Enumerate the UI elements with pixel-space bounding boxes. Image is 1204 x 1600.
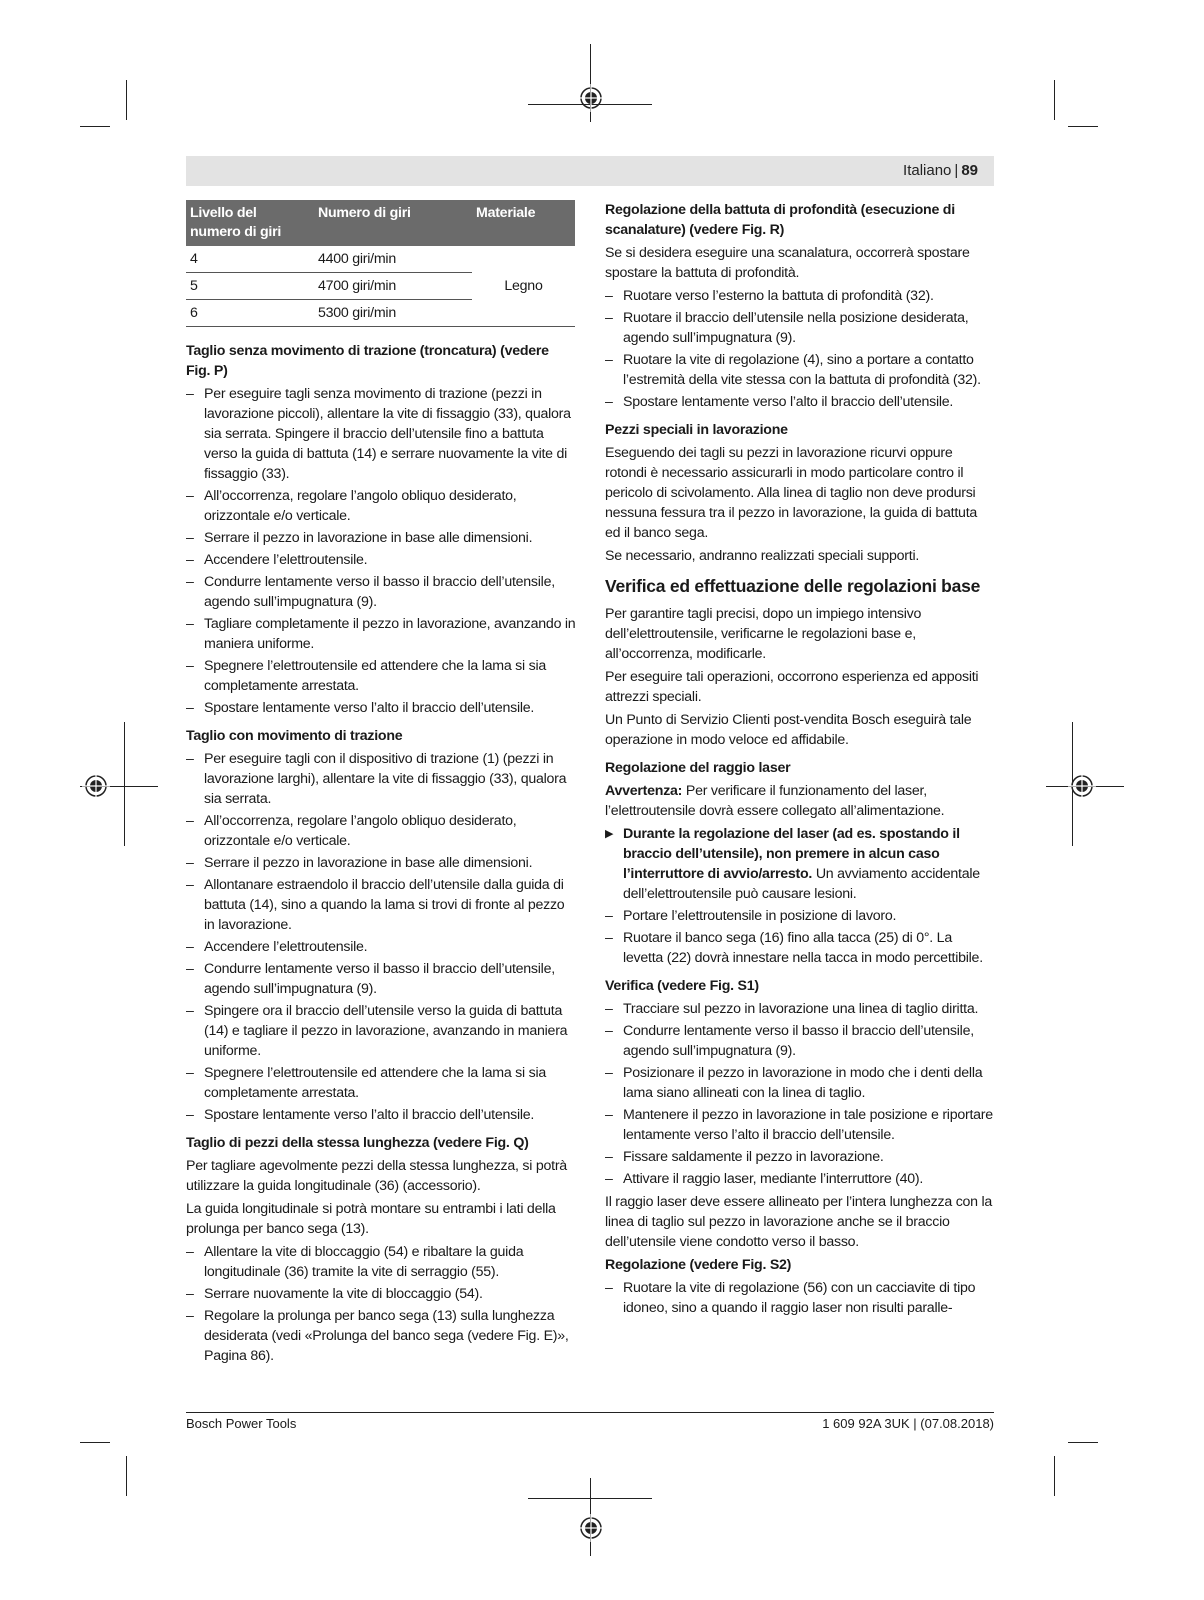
section-heading: Regolazione della battuta di profondità (esecuzione di scanalature) (vedere Fig. R) [605,202,955,238]
list-item: – Fissare saldamente il pezzo in lavorazione. [605,1147,995,1167]
step-list [605,1278,995,1318]
list-item: – Per eseguire tagli senza movimento di trazione (pezzi in lavorazione piccoli), allentare la vite di fissaggio (33), qualora sia serrata. Spingere il braccio dell’utensile fino a battuta verso la guida di battuta (14) e serrare nuovamente la vite di fissaggio (33). [186,384,576,484]
list-item: – Ruotare verso l’esterno la battuta di profondità (32). [605,286,995,306]
section-heading: Verifica (vedere Fig. S1) [605,978,759,994]
list-item: – Tagliare completamente il pezzo in lavorazione, avanzando in maniera uniforme. [186,614,576,654]
list-item: – Condurre lentamente verso il basso il braccio dell’utensile, agendo sull’impugnatura (9). [186,572,576,612]
list-item: – Per eseguire tagli con il dispositivo di trazione (1) (pezzi in lavorazione larghi), allentare la vite di fissaggio (33), qualora sia serrata. [186,749,576,809]
table-cell: 4 [186,246,314,273]
list-item: – Allentare la vite di bloccaggio (54) e ribaltare la guida longitudinale (36) tramite la vite di serraggio (55). [186,1242,576,1282]
registration-mark-icon [82,772,110,800]
note-label: Avvertenza: [605,783,683,799]
list-item: – All’occorrenza, regolare l’angolo obliquo desiderato, orizzontale e/o verticale. [186,811,576,851]
list-item: – Regolare la prolunga per banco sega (13) sulla lunghezza desiderata (vedi «Prolunga del banco sega (vedere Fig. E)», Pagina 86). [186,1306,576,1366]
table-cell: 4700 giri/min [314,273,472,300]
table-header-row [186,200,575,246]
step-list [605,999,995,1189]
list-item: – Condurre lentamente verso il basso il braccio dell’utensile, agendo sull’impugnatura (9). [605,1021,995,1061]
list-item: – Spostare lentamente verso l’alto il braccio dell’utensile. [605,392,995,412]
list-item: – Attivare il raggio laser, mediante l’interruttore (40). [605,1169,995,1189]
paragraph: Il raggio laser deve essere allineato per l’intera lunghezza con la linea di taglio sul pezzo in lavorazione anche se il braccio dell’utensile viene condotto verso il basso. [605,1194,993,1250]
table-header: Materiale [472,200,575,246]
list-item: – Mantenere il pezzo in lavorazione in tale posizione e riportare lentamente verso l’alto il braccio dell’utensile. [605,1105,995,1145]
step-list [186,384,576,718]
crop-mark [1068,126,1098,127]
step-list [186,749,576,1125]
left-column [186,200,576,1374]
footer-brand: Bosch Power Tools [186,1416,297,1431]
material-cell: Legno [472,246,575,327]
footer-doc-id: 1 609 92A 3UK | (07.08.2018) [822,1416,994,1431]
paragraph: Eseguendo dei tagli su pezzi in lavorazione ricurvi oppure rotondi è necessario assicurarli in modo particolare contro il pericolo di scivolamento. Alla linea di taglio non deve prodursi nessuna fessura tra il pezzo in lavorazione, la guida di battuta ed il banco sega. [605,445,978,541]
right-column [605,200,995,1326]
crop-mark [528,1498,652,1499]
speed-table [186,200,575,327]
note-paragraph [605,781,995,821]
footer-divider [186,1412,994,1413]
registration-mark-icon [577,1514,605,1542]
section-heading: Regolazione del raggio laser [605,760,791,776]
step-list [605,286,995,412]
warning-text: Un avviamento accidentale dell’elettroutensile può causare lesioni. [623,866,980,902]
step-list [186,1242,576,1366]
paragraph: Se si desidera eseguire una scanalatura, occorrerà spostare spostare la battuta di profondità. [605,245,970,281]
header-text [903,162,978,179]
section-heading: Taglio con movimento di trazione [186,728,403,744]
list-item: – Spingere ora il braccio dell’utensile verso la guida di battuta (14) e tagliare il pezzo in lavorazione, avanzando in maniera uniforme. [186,1001,576,1061]
registration-mark-icon [577,84,605,112]
list-item: – Spostare lentamente verso l’alto il braccio dell’utensile. [186,698,576,718]
list-item: – Ruotare il banco sega (16) fino alla tacca (25) di 0°. La levetta (22) dovrà innestare nella tacca in modo percettibile. [605,928,995,968]
section-heading: Pezzi speciali in lavorazione [605,422,788,438]
paragraph: Per eseguire tali operazioni, occorrono esperienza ed appositi attrezzi speciali. [605,669,979,705]
list-item: – Spegnere l’elettroutensile ed attendere che la lama si sia completamente arrestata. [186,1063,576,1103]
table-row [186,246,575,273]
list-item: – Condurre lentamente verso il basso il braccio dell’utensile, agendo sull’impugnatura (9). [186,959,576,999]
paragraph: Per garantire tagli precisi, dopo un impiego intensivo dell’elettroutensile, verificarne le regolazioni base e, all’occorrenza, modificarle. [605,606,922,662]
list-item: – Serrare nuovamente la vite di bloccaggio (54). [186,1284,576,1304]
table-cell: 4400 giri/min [314,246,472,273]
list-item: – Ruotare la vite di regolazione (56) con un cacciavite di tipo idoneo, sino a quando il raggio laser non risulti paralle- [605,1278,995,1318]
list-item: – Spostare lentamente verso l’alto il braccio dell’utensile. [186,1105,576,1125]
paragraph: Se necessario, andranno realizzati speciali supporti. [605,548,920,564]
table-cell: 6 [186,300,314,327]
section-heading: Taglio senza movimento di trazione (troncatura) (vedere Fig. P) [186,343,549,379]
paragraph: La guida longitudinale si potrà montare su entrambi i lati della prolunga per banco sega (13). [186,1201,556,1237]
list-item: – Allontanare estraendolo il braccio dell’utensile dalla guida di battuta (14), sino a quando la lama si trovi di fronte al pezzo in lavorazione. [186,875,576,935]
safety-warning [605,824,995,904]
crop-mark [126,80,127,120]
section-heading: Regolazione (vedere Fig. S2) [605,1257,792,1273]
list-item: – Posizionare il pezzo in lavorazione in modo che i denti della lama siano allineati con la linea di taglio. [605,1063,995,1103]
list-item: – Serrare il pezzo in lavorazione in base alle dimensioni. [186,853,576,873]
crop-mark [1054,1456,1055,1496]
major-heading: Verifica ed effettuazione delle regolazioni base [605,576,981,596]
list-item: – Ruotare la vite di regolazione (4), sino a portare a contatto l’estremità della vite stessa con la battuta di profondità (32). [605,350,995,390]
warning-bold-text: Durante la regolazione del laser (ad es. spostando il braccio dell’utensile), non premere in alcun caso l’interruttore di avvio/arresto. [623,826,960,882]
crop-mark [1054,80,1055,120]
table-header: Livello del numero di giri [186,200,314,246]
crop-mark [1068,1442,1098,1443]
crop-mark [124,722,125,846]
page-number: 89 [961,162,978,179]
registration-mark-icon [1068,772,1096,800]
header-separator: | [954,162,959,179]
section-heading: Taglio di pezzi della stessa lunghezza (vedere Fig. Q) [186,1135,529,1151]
list-item: – Serrare il pezzo in lavorazione in base alle dimensioni. [186,528,576,548]
list-item: – Accendere l’elettroutensile. [186,937,576,957]
list-item: – Spegnere l’elettroutensile ed attendere che la lama si sia completamente arrestata. [186,656,576,696]
list-item: – Accendere l’elettroutensile. [186,550,576,570]
paragraph: Per tagliare agevolmente pezzi della stessa lunghezza, si potrà utilizzare la guida longitudinale (36) (accessorio). [186,1158,567,1194]
note-text: Per verificare il funzionamento del laser, l’elettroutensile dovrà essere collegato all’alimentazione. [605,783,945,819]
crop-mark [126,1456,127,1496]
table-header: Numero di giri [314,200,472,246]
list-item: – Ruotare il braccio dell’utensile nella posizione desiderata, agendo sull’impugnatura (9). [605,308,995,348]
list-item: – All’occorrenza, regolare l’angolo obliquo desiderato, orizzontale e/o verticale. [186,486,576,526]
header-language: Italiano [903,162,952,179]
crop-mark [80,1442,110,1443]
page-header [186,156,994,186]
table-cell: 5 [186,273,314,300]
paragraph: Un Punto di Servizio Clienti post-vendita Bosch eseguirà tale operazione in modo veloce ed affidabile. [605,712,972,748]
list-item: – Tracciare sul pezzo in lavorazione una linea di taglio diritta. [605,999,995,1019]
list-item: – Portare l’elettroutensile in posizione di lavoro. [605,906,995,926]
crop-mark [80,126,110,127]
table-cell: 5300 giri/min [314,300,472,327]
step-list [605,906,995,968]
